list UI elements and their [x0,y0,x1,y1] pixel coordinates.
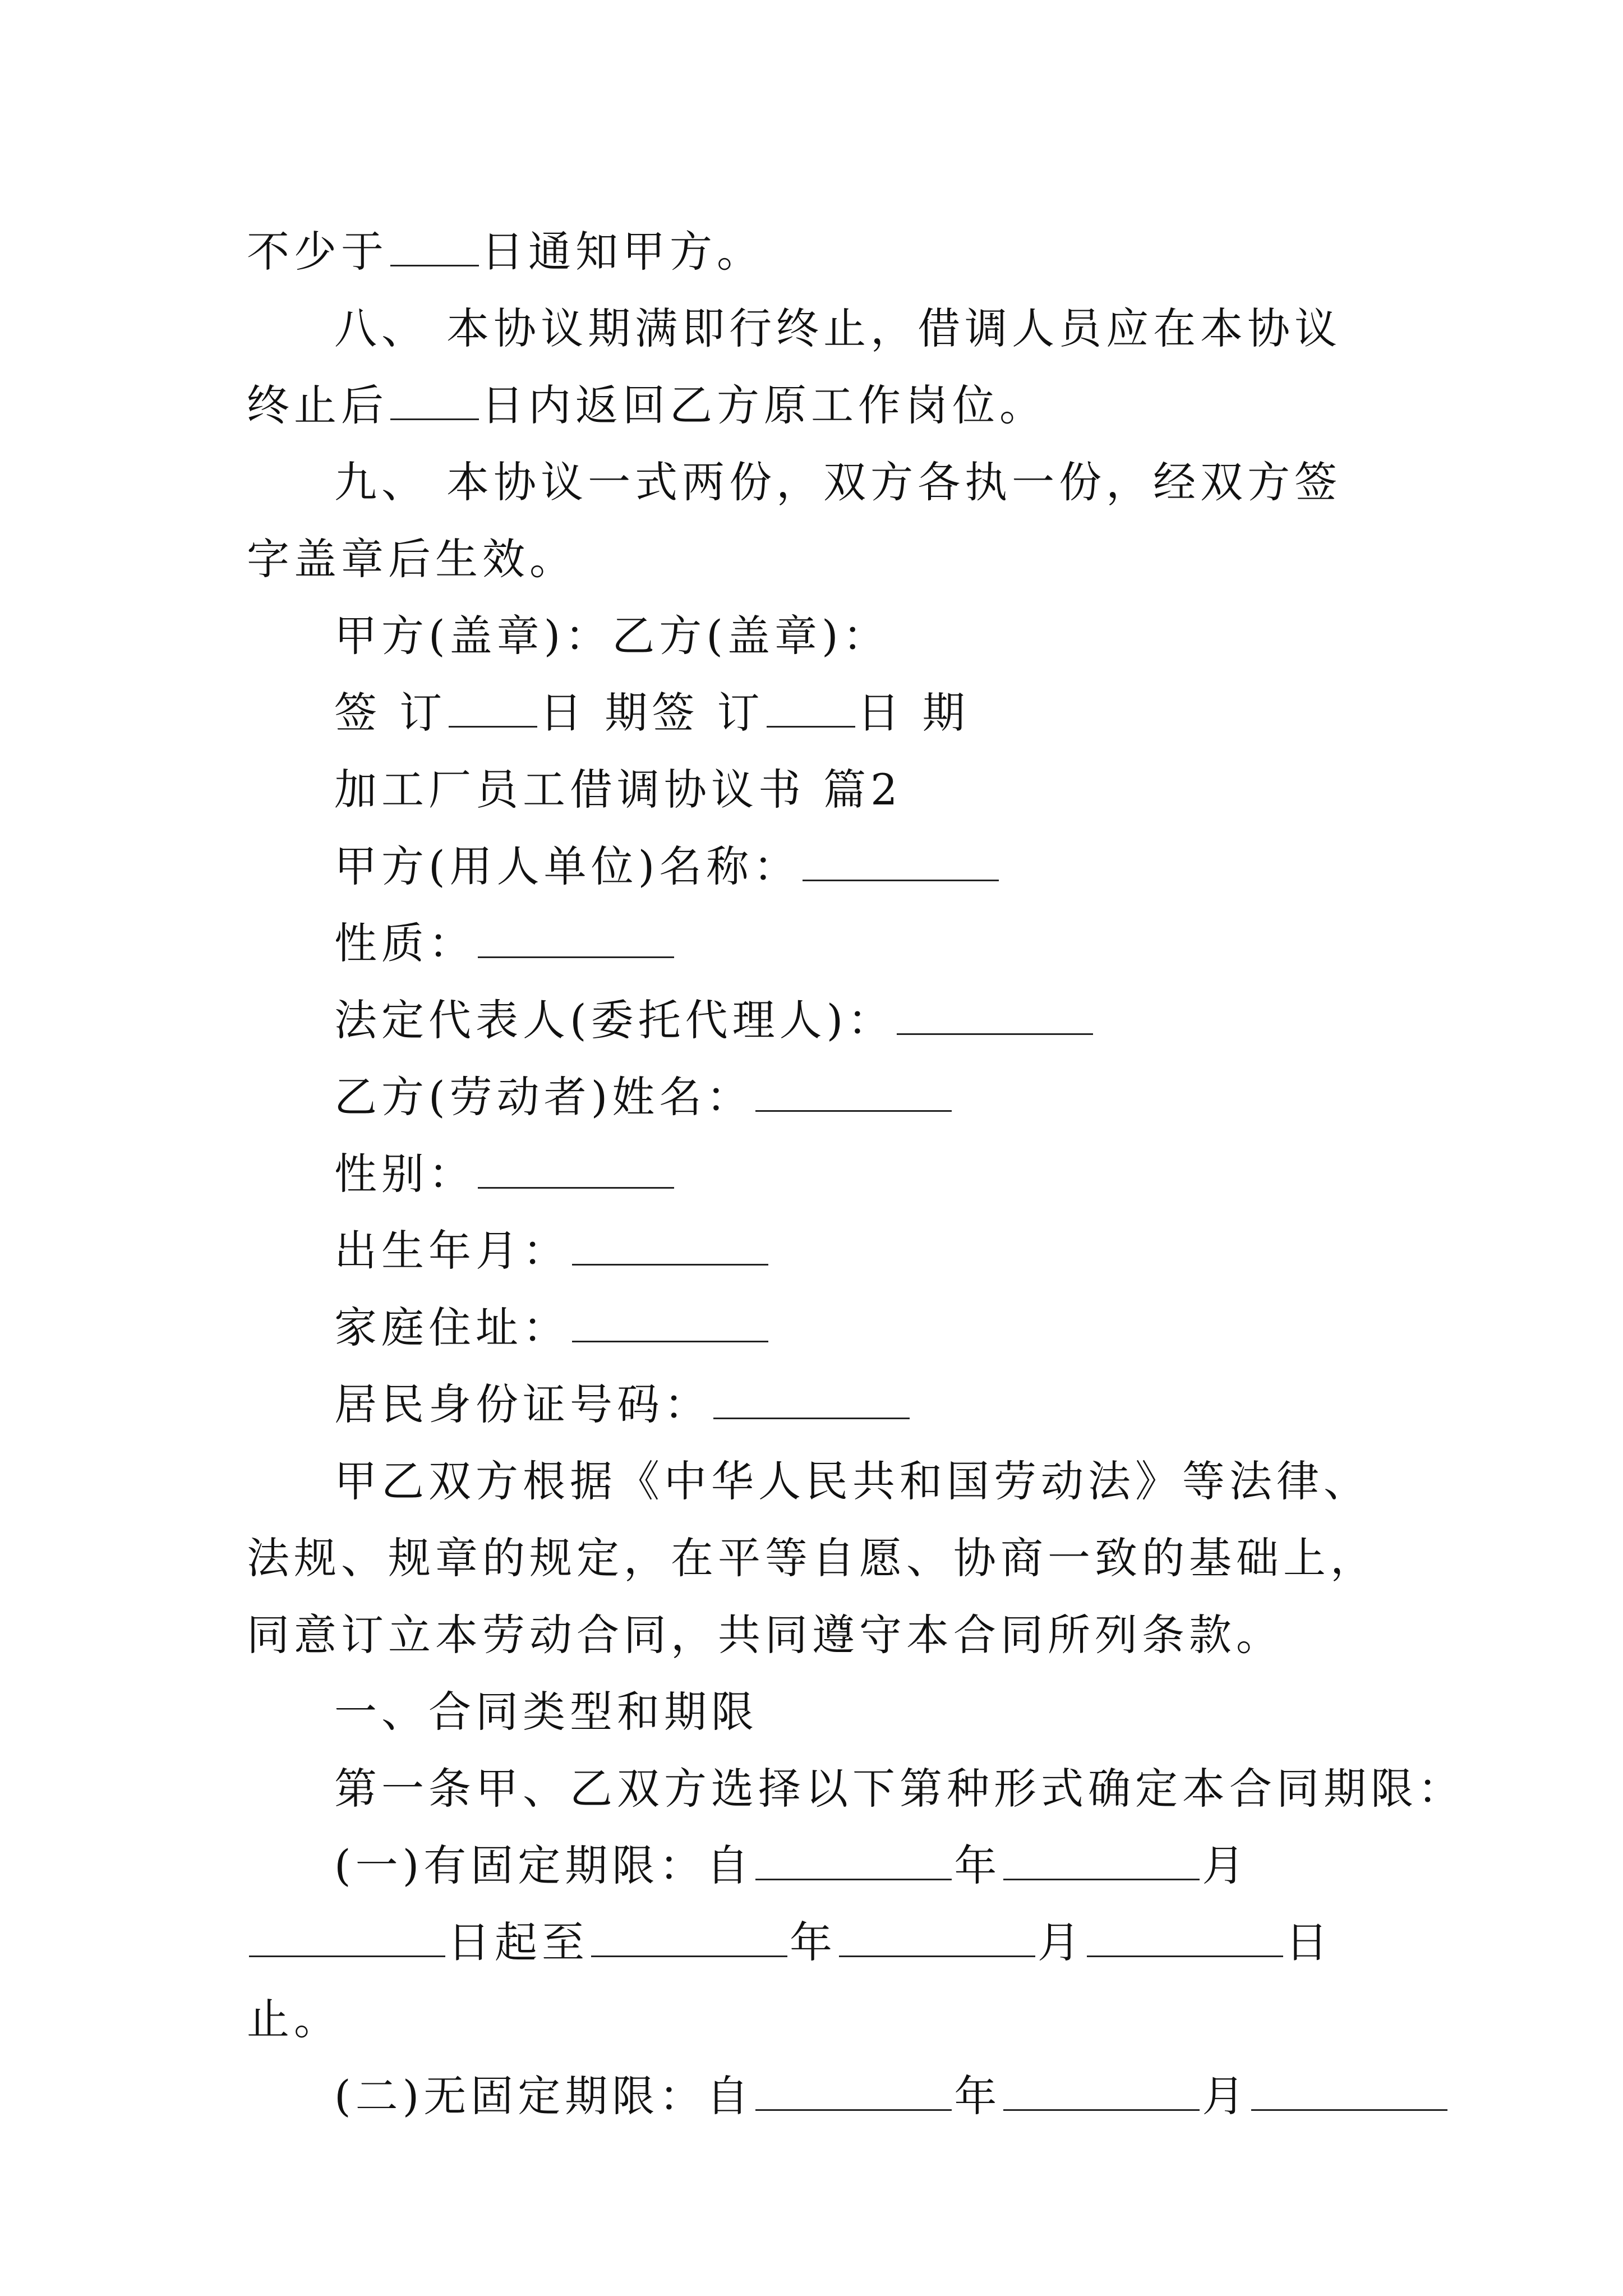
blank-field [1003,1845,1200,1880]
blank-field [1251,2076,1447,2111]
field-label: 乙方(劳动者)姓名： [334,1072,754,1122]
field-label: 居民身份证号码： [334,1379,711,1429]
text-span: 日 期 [857,688,970,738]
blank-field [755,2076,952,2111]
text-span: 年 [954,2071,1002,2121]
field-label: 性质： [334,918,476,968]
party-b-name-line [247,1059,1385,1135]
nature-line [247,905,1385,982]
section-1-heading: 一、合同类型和期限 [334,1687,758,1737]
party-a-name-line [247,828,1385,905]
text-span: 月 [1202,2071,1249,2121]
blank-field [572,1307,768,1342]
blank-field [390,231,479,266]
article-8 [247,290,1385,444]
blank-field [803,846,999,881]
text-span: 签 订 [334,688,447,738]
section-heading: 加工厂员工借调协议书 篇2 [334,765,902,815]
blank-field [449,692,537,728]
text-span: 日 期签 订 [540,688,764,738]
blank-field [572,1230,768,1266]
id-number-line [247,1366,1385,1443]
address-line [247,1289,1385,1366]
blank-field [1087,1922,1283,1957]
field-label: 家庭住址： [334,1303,570,1352]
document-body [247,213,1465,2134]
text-span: 八、 本协议期满即行终止，借调人员应在本协议终止后 [247,303,1342,430]
blank-field [1003,2076,1200,2111]
text-span: 日止。 [247,1917,1332,2044]
fixed-term-line [247,1827,1385,2058]
open-term-line [247,2058,1385,2134]
field-label: 性别： [334,1149,476,1199]
text-span: 日内返回乙方原工作岗位。 [481,380,1046,430]
text-span: 年 [790,1917,837,1967]
text-span: 年 [954,1841,1002,1890]
gender-line [247,1135,1385,1212]
text-span: 不少于 [247,227,388,277]
blank-field [478,1153,674,1189]
field-label: 出生年月： [334,1226,570,1276]
notice-line [247,213,1385,290]
field-label: 甲方(用人单位)名称： [334,841,801,891]
blank-field [591,1922,787,1957]
blank-field [249,1922,445,1957]
text-span: 日起至 [448,1917,589,1967]
blank-field [755,1845,952,1880]
birth-line [247,1212,1385,1289]
blank-field [713,1384,910,1419]
blank-field [767,692,855,728]
legal-rep-line [247,982,1385,1059]
text-span: (二)无固定期限：自 [334,2071,754,2121]
text-span: (一)有固定期限：自 [334,1841,754,1890]
text-span: 月 [1202,1841,1249,1890]
text-span: 月 [1038,1917,1085,1967]
blank-field [478,923,674,958]
blank-field [390,385,479,420]
seal-line: 甲方(盖章)：乙方(盖章)： [334,611,890,661]
text-span: 日通知甲方。 [481,227,764,277]
article-9: 九、 本协议一式两份，双方各执一份，经双方签字盖章后生效。 [247,457,1342,584]
field-label: 法定代表人(委托代理人)： [334,995,895,1045]
clause-1: 第一条甲、乙双方选择以下第种形式确定本合同期限： [334,1764,1465,1814]
sign-date-line [247,674,1385,751]
blank-field [839,1922,1035,1957]
preamble-paragraph: 甲乙双方根据《中华人民共和国劳动法》等法律、法规、规章的规定，在平等自愿、协商一致的基础上，同意订立本劳动合同，共同遵守本合同所列条款。 [247,1456,1377,1660]
blank-field [755,1076,952,1112]
blank-field [897,1000,1093,1035]
